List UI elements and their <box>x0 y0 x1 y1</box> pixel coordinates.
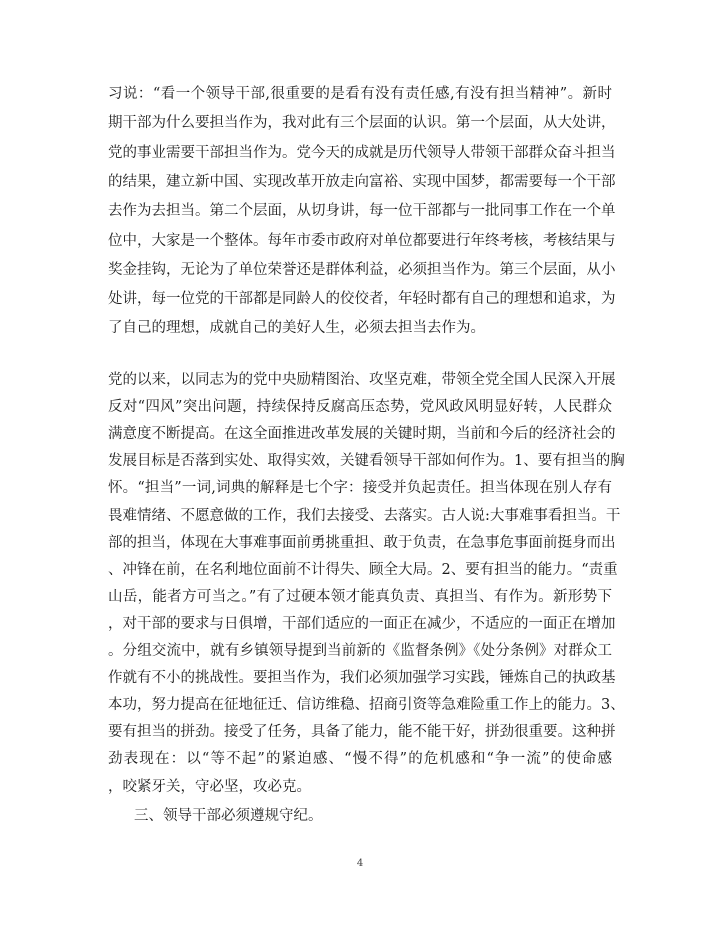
text-line: 本功，努力提高在征地征迁、信访维稳、招商引资等急难险重工作上的能力。3、 <box>108 697 625 714</box>
page-number: 4 <box>356 858 364 869</box>
text-line: 了自己的理想，成就自己的美好人生，必须去担当去作为。 <box>108 320 485 337</box>
text-line: ，咬紧牙关，守必坚，攻必克。 <box>108 778 311 795</box>
section-heading-discipline: 三、领导干部必须遵规守纪。 <box>134 808 323 824</box>
text-line: 作就有不小的挑战性。要担当作为，我们必须加强学习实践，锤炼自己的执政基 <box>108 670 616 687</box>
text-line: 山岳，能者方可当之。”有了过硬本领才能真负责、真担当、有作为。新形势下 <box>108 588 612 605</box>
text-line: 反对“四风”突出问题，持续保持反腐高压态势，党风政风明显好转，人民群众 <box>108 399 612 416</box>
text-line: 期干部为什么要担当作为，我对此有三个层面的认识。第一个层面，从大处讲， <box>108 115 616 132</box>
text-line: 部的担当，体现在大事难事面前勇挑重担、敢于负责，在急事危事面前挺身而出 <box>108 534 616 551</box>
text-line: 党的事业需要干部担当作为。党今天的成就是历代领导人带领干部群众奋斗担当 <box>108 144 616 161</box>
text-line: 怀。“担当”一词,词典的解释是七个字：接受并负起责任。担当体现在别人存有 <box>108 480 612 497</box>
text-line: 党的以来，以同志为的党中央励精图治、攻坚克难，带领全党全国人民深入开展 <box>108 372 616 388</box>
text-line: 位中，大家是一个整体。每年市委市政府对单位都要进行年终考核，考核结果与 <box>108 232 616 249</box>
text-line: 要有担当的拼劲。接受了任务，具备了能力，能不能干好，拼劲很重要。这种拼 <box>108 724 616 741</box>
text-line: ，对干部的要求与日俱增，干部们适应的一面正在减少，不适应的一面正在增加 <box>108 615 616 632</box>
text-line: 去作为去担当。第二个层面，从切身讲，每一位干部都与一批同事工作在一个单 <box>108 203 616 220</box>
text-line: 、冲锋在前，在名利地位面前不计得失、顾全大局。2、要有担当的能力。“责重 <box>108 561 618 578</box>
text-line: 满意度不断提高。在这全面推进改革发展的关键时期，当前和今后的经济社会的 <box>108 426 616 443</box>
text-line: 。分组交流中，就有乡镇领导提到当前新的《监督条例》《处分条例》对群众工 <box>108 643 612 659</box>
text-line: 畏难情绪、不愿意做的工作，我们去接受、去落实。古人说:大事难事看担当。干 <box>108 507 621 524</box>
text-line: 发展目标是否落到实处、取得实效，关键看领导干部如何作为。1、要有担当的胸 <box>108 453 625 470</box>
text-line: 的结果，建立新中国、实现改革开放走向富裕、实现中国梦，都需要每一个干部 <box>108 173 616 190</box>
text-line: 处讲，每一位党的干部都是同龄人的佼佼者，年轻时都有自己的理想和追求，为 <box>108 291 616 308</box>
text-line: 习说：“看一个领导干部,很重要的是看有没有责任感,有没有担当精神”。新时 <box>108 86 612 102</box>
text-line: 劲表现在：以“等不起”的紧迫感、“慢不得”的危机感和“争一流”的使命感 <box>108 751 612 768</box>
text-line: 奖金挂钩，无论为了单位荣誉还是群体利益，必须担当作为。第三个层面，从小 <box>108 261 616 278</box>
